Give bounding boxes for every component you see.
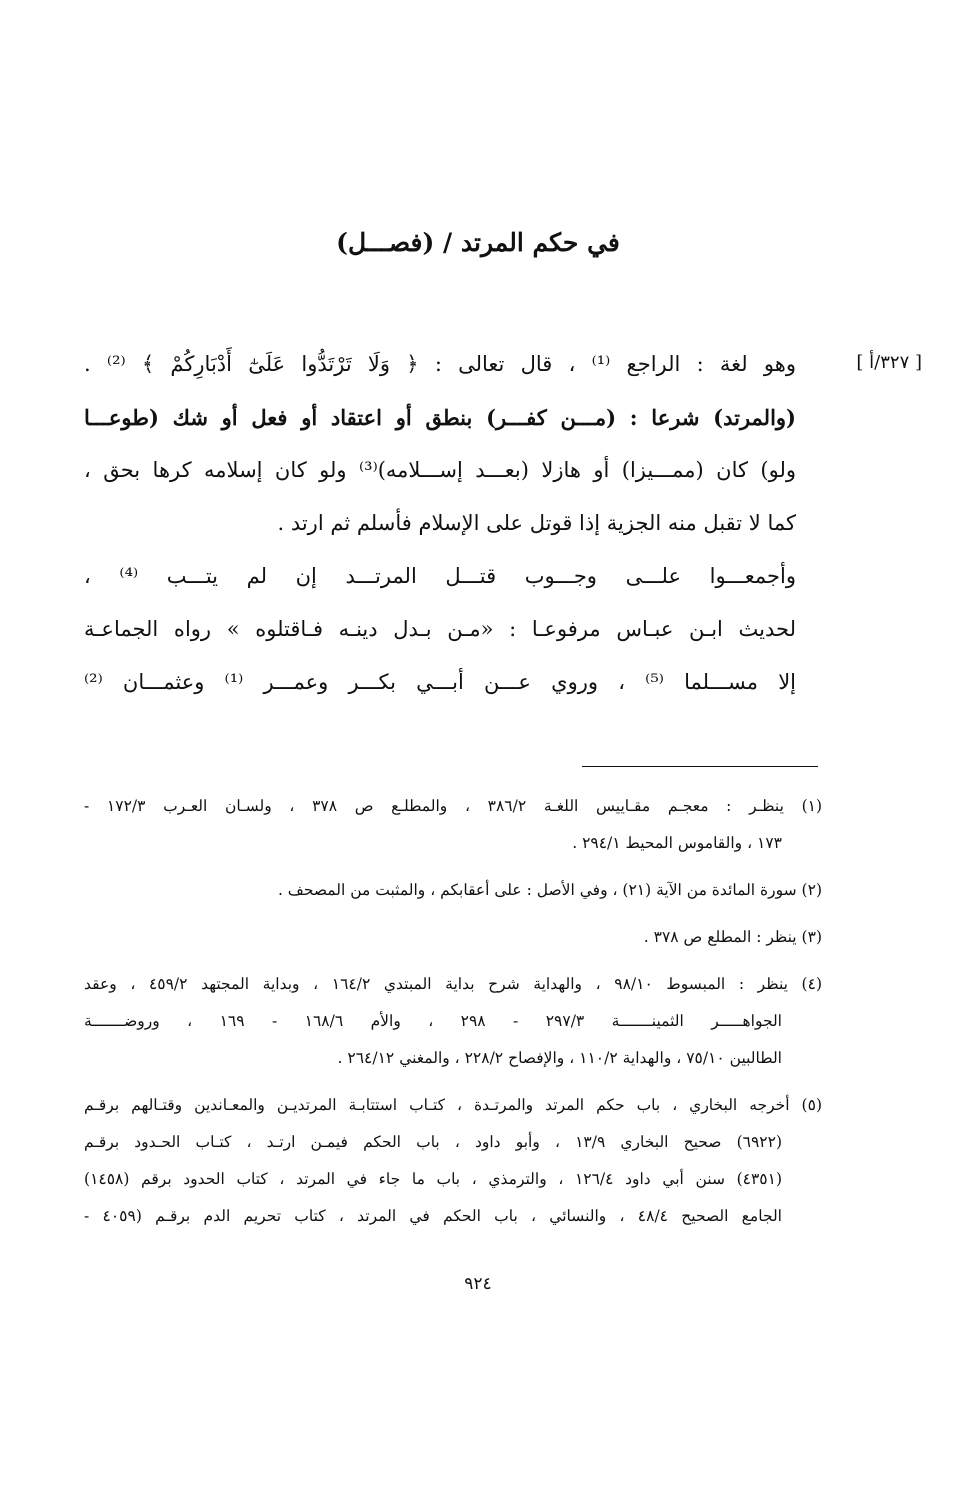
footnote-separator bbox=[582, 766, 818, 767]
manuscript-page-reference: [ ٣٢٧/أ ] bbox=[856, 352, 922, 373]
footnote-line: (٤) ينظر : المبسوط ٩٨/١٠ ، والهداية شرح بداية المبتدي ١٦٤/٢ ، وبداية المجتهد ٤٥٩/٢ ، وعقد bbox=[84, 975, 822, 993]
main-text bbox=[84, 338, 796, 709]
footnote-4 bbox=[84, 966, 822, 1077]
footnote-line: (٣) ينظر : المطلع ص ٣٧٨ . bbox=[643, 928, 822, 946]
footnote-line: الجواهـــــر الثمينـــــــة ٢٩٧/٣ - ٢٩٨ ، والأم ١٦٨/٦ - ١٦٩ ، وروضـــــــة bbox=[84, 1012, 782, 1030]
footnote-line: (٥) أخرجه البخاري ، باب حكم المرتد والمرتـدة ، كتـاب استتابـة المرتديـن والمعـاندين وقتـالهم برقـم bbox=[84, 1096, 822, 1114]
footnote-line: الجامع الصحيح ٤٨/٤ ، والنسائي ، باب الحكم في المرتد ، كتاب تحريم الدم برقـم (٤٠٥٩ - bbox=[84, 1207, 782, 1225]
body-line: وهو لغة : الراجع ⁽¹⁾ ، قال تعالى : ﴿ وَلَا تَرْتَدُّوا عَلَىٰٓ أَدْبَارِكُمْ ﴾ ⁽²⁾ . bbox=[84, 352, 796, 376]
page-number: ٩٢٤ bbox=[464, 1274, 492, 1294]
body-line: (والمرتد) شرعا : (مـــن كفـــر) بنطق أو اعتقاد أو فعل أو شك (طوعـــا bbox=[84, 405, 796, 430]
footnote-line: ١٧٣ ، والقاموس المحيط ٢٩٤/١ . bbox=[572, 834, 782, 852]
section-title: (فصـــل) / في حكم المرتد bbox=[336, 228, 620, 257]
footnote-line: الطالبين ٧٥/١٠ ، والهداية ١١٠/٢ ، والإفصاح ٢٢٨/٢ ، والمغني ٢٦٤/١٢ . bbox=[337, 1049, 782, 1067]
body-line: لحديث ابـن عبـاس مرفوعـا : «مـن بـدل دينـه فـاقتلوه » رواه الجماعـة bbox=[84, 617, 796, 641]
footnote-5 bbox=[84, 1087, 822, 1235]
footnote-line: (٢) سورة المائدة من الآية (٢١) ، وفي الأصل : على أعقابكم ، والمثبت من المصحف . bbox=[277, 881, 822, 899]
footnote-1 bbox=[84, 788, 822, 862]
body-line: ولو) كان (ممـــيزا) أو هازلا (بعـــد إســـلامه)⁽³⁾ ولو كان إسلامه كرها بحق ، bbox=[84, 458, 796, 482]
footnote-line: (٦٩٢٢) صحيح البخاري ١٣/٩ ، وأبو داود ، باب الحكم فيمـن ارتـد ، كتـاب الحـدود برقـم bbox=[84, 1133, 782, 1151]
body-line: كما لا تقبل منه الجزية إذا قوتل على الإسلام فأسلم ثم ارتد . bbox=[277, 511, 796, 535]
footnote-line: (٤٣٥١) سنن أبي داود ١٢٦/٤ ، والترمذي ، باب ما جاء في المرتد ، كتاب الحدود برقم (١٤٥٨) bbox=[84, 1170, 783, 1188]
footnote-line: (١) ينظـر : معجـم مقـاييس اللغـة ٣٨٦/٢ ، والمطلـع ص ٣٧٨ ، ولسـان العـرب ١٧٢/٣ - bbox=[84, 797, 822, 815]
body-line: إلا مســـلما ⁽⁵⁾ ، وروي عـــن أبـــي بكـــر وعمـــر ⁽¹⁾ وعثمـــان ⁽²⁾ bbox=[84, 670, 796, 694]
body-line: وأجمعـــوا علـــى وجـــوب قتـــل المرتـــد إن لم يتـــب ⁽⁴⁾ ، bbox=[84, 564, 796, 588]
footnote-2 bbox=[84, 872, 822, 909]
footnote-3 bbox=[84, 919, 822, 956]
footnotes bbox=[84, 788, 822, 1245]
